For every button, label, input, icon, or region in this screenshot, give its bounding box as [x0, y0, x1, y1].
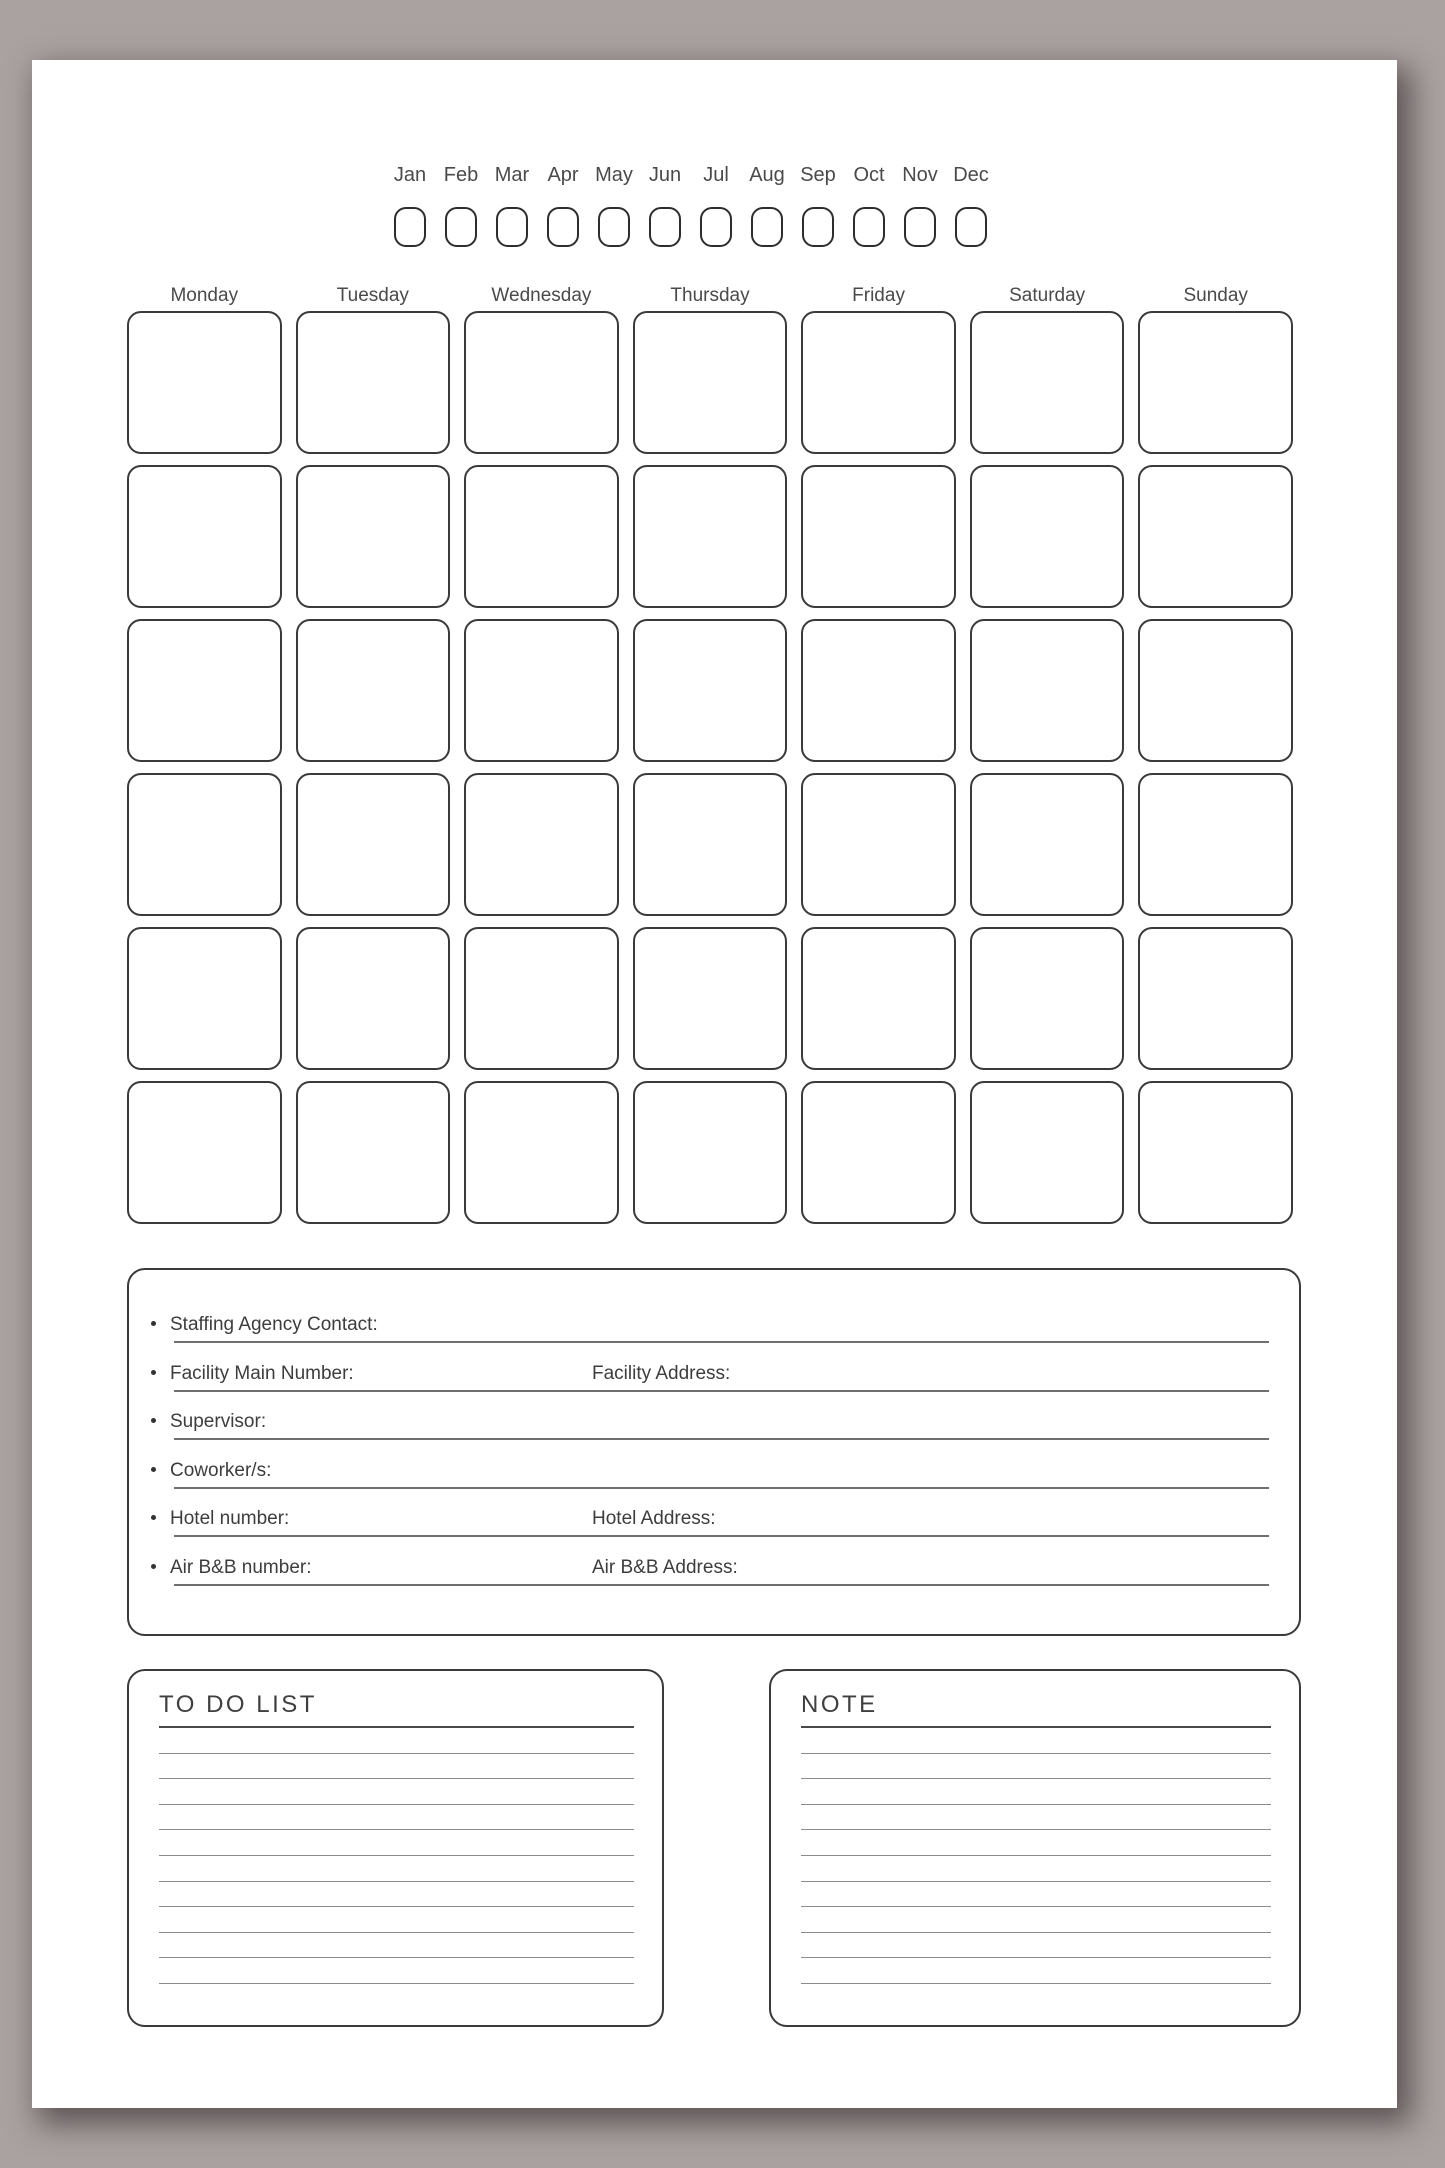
month-checkbox[interactable] [649, 207, 681, 247]
month-checkbox[interactable] [547, 207, 579, 247]
calendar-day-cell[interactable] [464, 619, 619, 762]
calendar-day-cell[interactable] [127, 1081, 282, 1224]
month-checkbox[interactable] [496, 207, 528, 247]
calendar-day-cell[interactable] [1138, 1081, 1293, 1224]
month-checkbox[interactable] [751, 207, 783, 247]
month-column [691, 164, 742, 247]
contact-label-secondary: Hotel Address: [592, 1508, 716, 1529]
weekday-label: Sunday [1183, 285, 1248, 306]
todo-title: TO DO LIST [159, 1691, 634, 1728]
contact-label: Hotel number: [170, 1508, 290, 1529]
ruled-line [801, 1728, 1271, 1754]
monthly-calendar [127, 286, 1293, 1224]
calendar-day-cell[interactable] [127, 311, 282, 454]
planner-page [32, 60, 1397, 2108]
month-selector-row [8, 164, 1373, 247]
month-checkbox[interactable] [445, 207, 477, 247]
calendar-day-cell[interactable] [296, 1081, 451, 1224]
calendar-day-cell[interactable] [464, 465, 619, 608]
weekday-label: Saturday [1009, 285, 1086, 306]
calendar-day-cell[interactable] [970, 1081, 1125, 1224]
calendar-day-grid [127, 311, 1293, 1224]
month-label: Jun [648, 164, 682, 186]
calendar-day-cell[interactable] [633, 773, 788, 916]
month-label: Dec [953, 164, 989, 186]
calendar-day-cell[interactable] [633, 927, 788, 1070]
ruled-line [801, 1933, 1271, 1959]
weekday-label: Thursday [670, 285, 750, 306]
calendar-day-cell[interactable] [296, 927, 451, 1070]
ruled-line [159, 1728, 634, 1754]
calendar-day-cell[interactable] [801, 1081, 956, 1224]
ruled-line [159, 1805, 634, 1831]
calendar-day-cell[interactable] [633, 311, 788, 454]
calendar-day-cell[interactable] [633, 619, 788, 762]
bullet-icon [151, 1515, 156, 1520]
month-label: May [595, 164, 633, 186]
contact-label: Facility Main Number: [170, 1362, 354, 1384]
ruled-line [801, 1779, 1271, 1805]
ruled-line [801, 1830, 1271, 1856]
ruled-line [159, 1856, 634, 1882]
fill-in-line[interactable] [174, 1487, 1269, 1489]
contact-label-secondary: Facility Address: [592, 1362, 731, 1384]
month-checkbox[interactable] [904, 207, 936, 247]
calendar-day-cell[interactable] [1138, 927, 1293, 1070]
weekday-label: Friday [852, 285, 905, 306]
calendar-day-cell[interactable] [970, 773, 1125, 916]
bullet-icon [151, 1418, 156, 1423]
calendar-day-cell[interactable] [970, 927, 1125, 1070]
fill-in-line[interactable] [174, 1390, 1269, 1392]
month-label: Jan [393, 164, 427, 186]
calendar-day-cell[interactable] [296, 311, 451, 454]
month-column [385, 164, 436, 247]
ruled-line [801, 1805, 1271, 1831]
month-label: Mar [494, 164, 530, 186]
month-checkbox[interactable] [394, 207, 426, 247]
contact-label: Coworker/s: [170, 1459, 272, 1481]
weekday-header-row [127, 286, 1293, 306]
weekday-label: Tuesday [336, 285, 409, 306]
calendar-day-cell[interactable] [1138, 311, 1293, 454]
calendar-day-cell[interactable] [801, 619, 956, 762]
ruled-line [801, 1882, 1271, 1908]
todo-list-section [127, 1669, 664, 2027]
calendar-day-cell[interactable] [127, 465, 282, 608]
bullet-icon [151, 1564, 156, 1569]
contact-label: Supervisor: [170, 1411, 267, 1432]
fill-in-line[interactable] [174, 1535, 1269, 1537]
fill-in-line[interactable] [174, 1341, 1269, 1343]
calendar-day-cell[interactable] [970, 465, 1125, 608]
calendar-day-cell[interactable] [464, 773, 619, 916]
month-checkbox[interactable] [700, 207, 732, 247]
month-column [487, 164, 538, 247]
month-label: Apr [547, 164, 579, 186]
month-checkbox[interactable] [802, 207, 834, 247]
contact-row [151, 1314, 1269, 1363]
ruled-line [159, 1830, 634, 1856]
todo-lines [159, 1728, 634, 1984]
ruled-line [159, 1779, 634, 1805]
ruled-line [159, 1958, 634, 1984]
month-column [793, 164, 844, 247]
month-checkbox[interactable] [853, 207, 885, 247]
contact-row [151, 1557, 1269, 1606]
contact-row [151, 1411, 1269, 1460]
contact-label: Staffing Agency Contact: [170, 1314, 378, 1335]
note-section [769, 1669, 1301, 2027]
ruled-line [801, 1907, 1271, 1933]
contact-row [151, 1363, 1269, 1412]
calendar-day-cell[interactable] [127, 927, 282, 1070]
contact-row [151, 1460, 1269, 1509]
calendar-day-cell[interactable] [1138, 619, 1293, 762]
calendar-day-cell[interactable] [464, 1081, 619, 1224]
ruled-line [801, 1754, 1271, 1780]
month-column [844, 164, 895, 247]
calendar-day-cell[interactable] [296, 619, 451, 762]
calendar-day-cell[interactable] [801, 311, 956, 454]
month-label: Feb [443, 164, 479, 186]
month-column [589, 164, 640, 247]
calendar-day-cell[interactable] [801, 927, 956, 1070]
ruled-line [801, 1856, 1271, 1882]
calendar-day-cell[interactable] [296, 773, 451, 916]
calendar-day-cell[interactable] [296, 465, 451, 608]
note-title: NOTE [801, 1691, 1271, 1728]
month-column [538, 164, 589, 247]
calendar-day-cell[interactable] [464, 311, 619, 454]
ruled-line [159, 1907, 634, 1933]
calendar-day-cell[interactable] [464, 927, 619, 1070]
month-label: Sep [800, 164, 836, 186]
month-label: Aug [749, 164, 785, 186]
fill-in-line[interactable] [174, 1584, 1269, 1586]
month-column [640, 164, 691, 247]
calendar-day-cell[interactable] [970, 619, 1125, 762]
note-lines [801, 1728, 1271, 1984]
month-checkbox[interactable] [955, 207, 987, 247]
weekday-label: Monday [170, 285, 239, 306]
month-column [946, 164, 997, 247]
bullet-icon [151, 1467, 156, 1472]
month-label: Nov [902, 164, 938, 186]
bullet-icon [151, 1370, 156, 1375]
month-label: Jul [703, 164, 729, 186]
calendar-day-cell[interactable] [1138, 465, 1293, 608]
calendar-day-cell[interactable] [633, 465, 788, 608]
ruled-line [159, 1754, 634, 1780]
calendar-day-cell[interactable] [127, 773, 282, 916]
calendar-day-cell[interactable] [801, 465, 956, 608]
contact-info-section [127, 1268, 1301, 1636]
contact-label-secondary: Air B&B Address: [592, 1556, 738, 1578]
month-column [436, 164, 487, 247]
calendar-day-cell[interactable] [1138, 773, 1293, 916]
ruled-line [801, 1958, 1271, 1984]
month-column [895, 164, 946, 247]
bullet-icon [151, 1321, 156, 1326]
calendar-day-cell[interactable] [127, 619, 282, 762]
ruled-line [159, 1933, 634, 1959]
month-label: Oct [853, 164, 885, 186]
weekday-label: Wednesday [491, 285, 592, 306]
ruled-line [159, 1882, 634, 1908]
month-checkbox[interactable] [598, 207, 630, 247]
calendar-day-cell[interactable] [801, 773, 956, 916]
contact-row [151, 1508, 1269, 1557]
month-column [742, 164, 793, 247]
contact-label: Air B&B number: [170, 1556, 312, 1578]
calendar-day-cell[interactable] [633, 1081, 788, 1224]
calendar-day-cell[interactable] [970, 311, 1125, 454]
fill-in-line[interactable] [174, 1438, 1269, 1440]
